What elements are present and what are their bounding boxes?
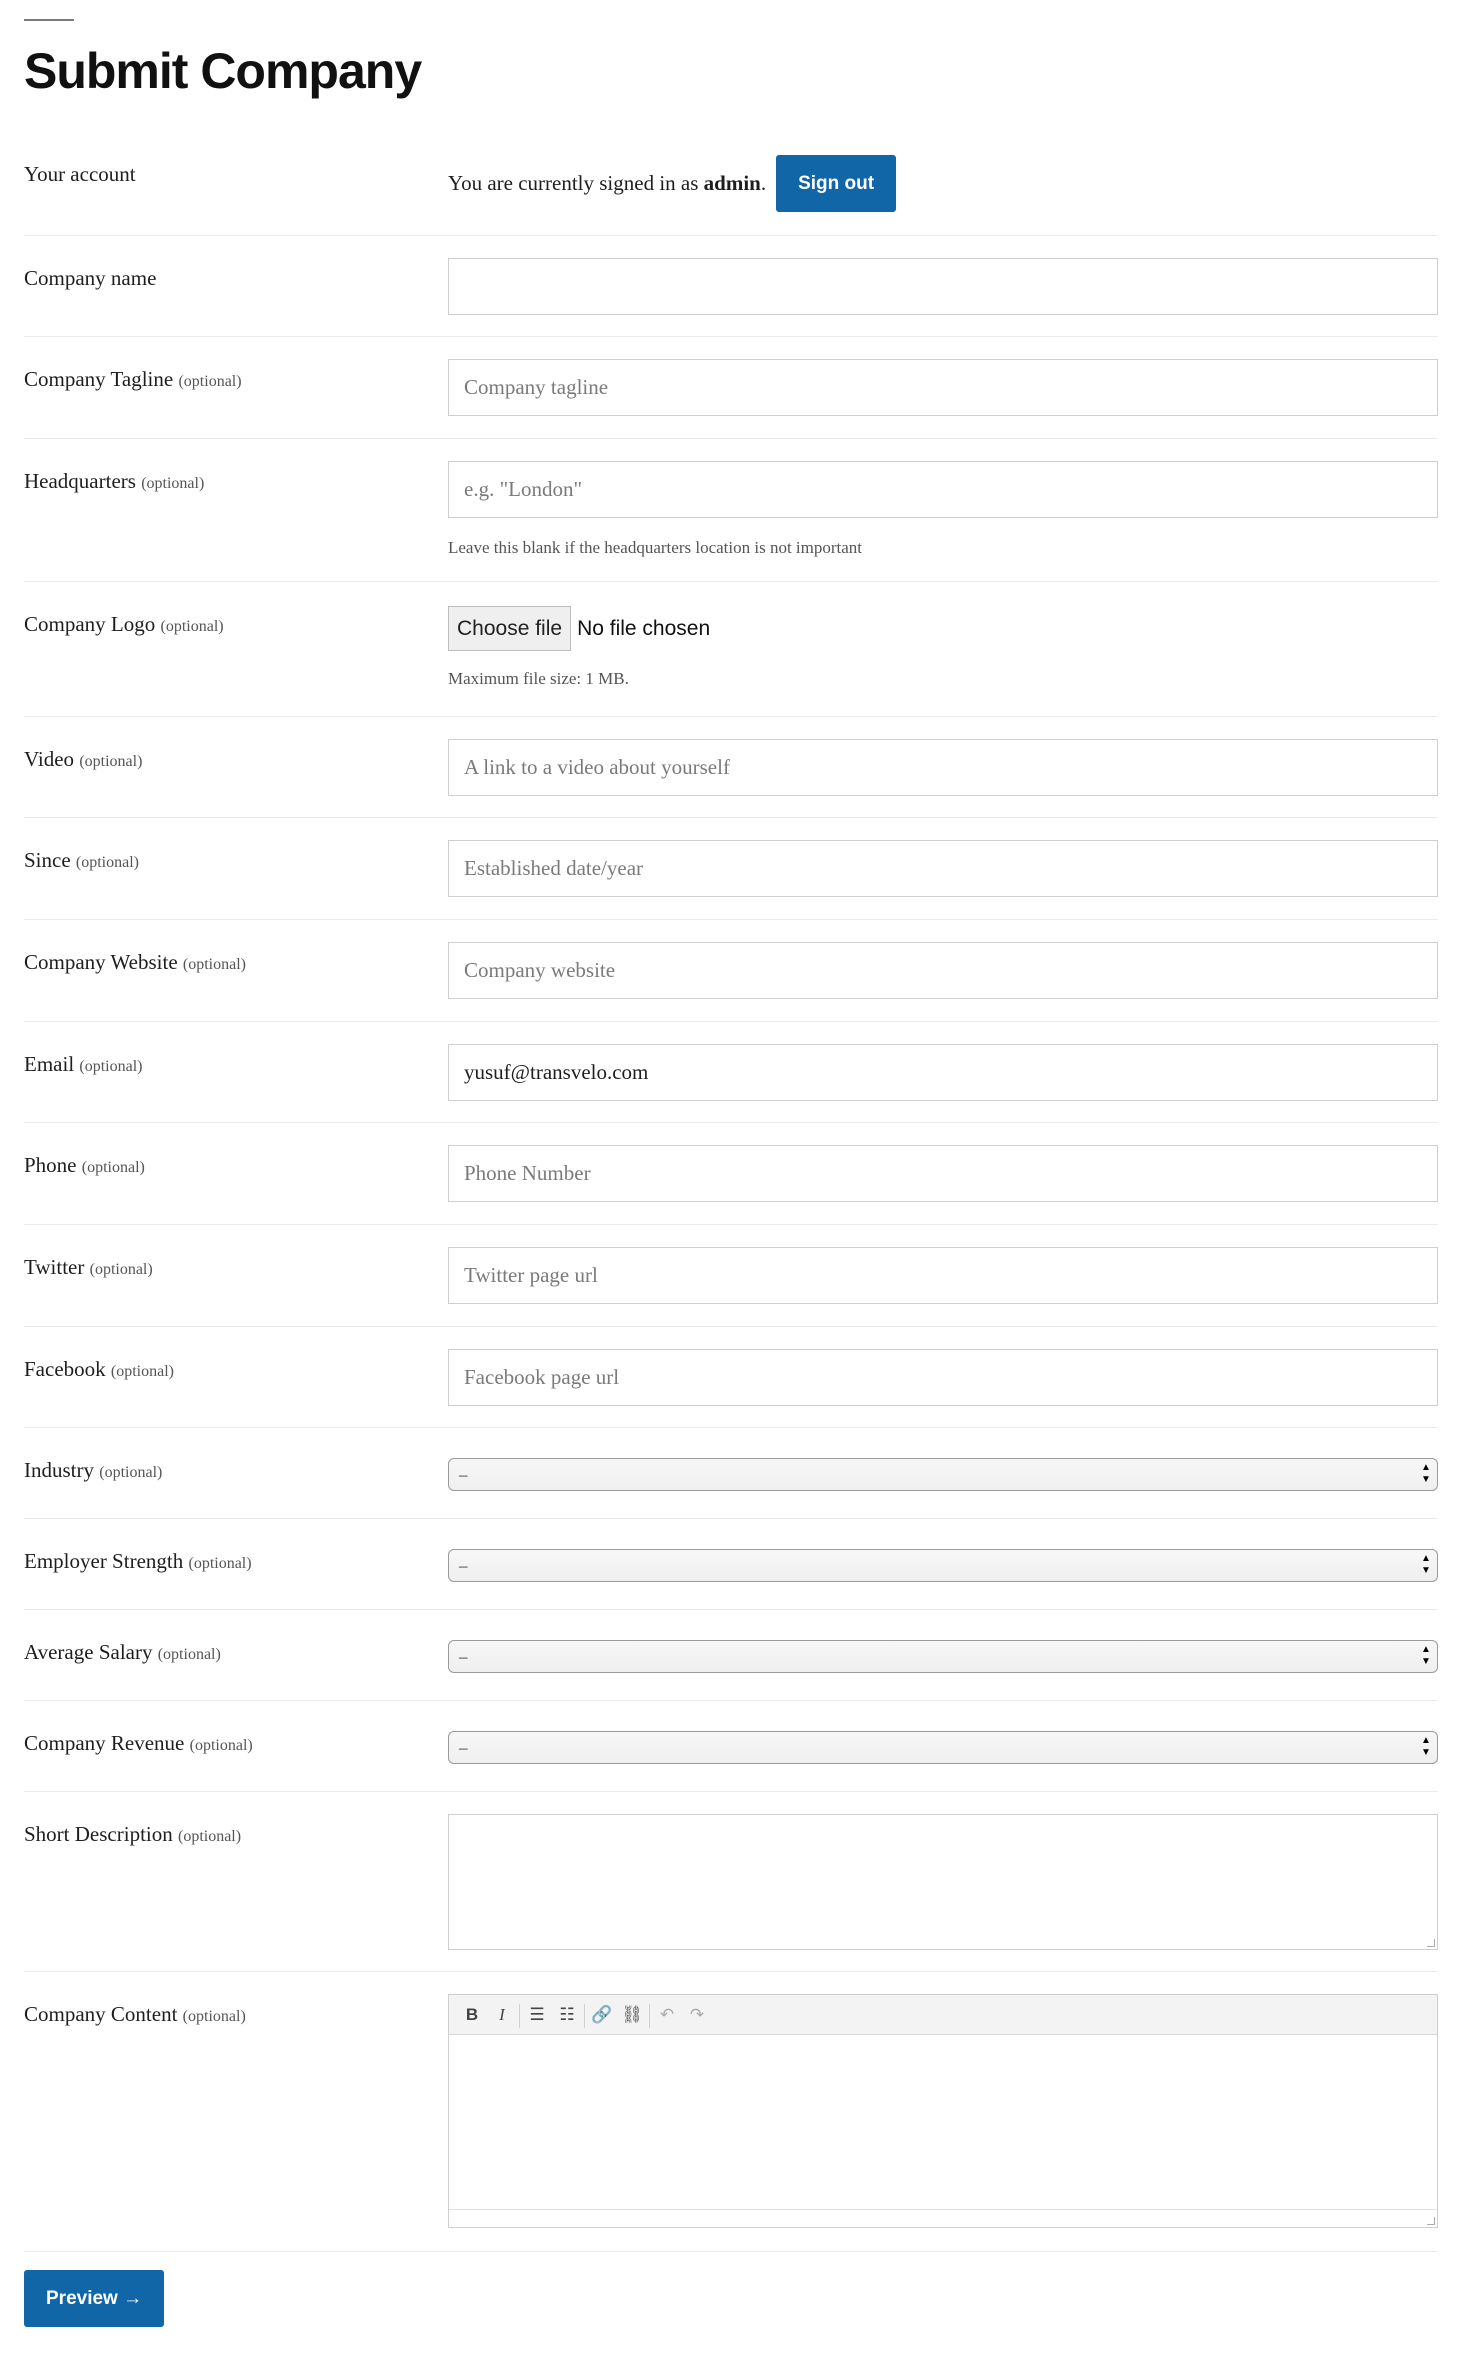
employer-strength-select[interactable]: – ▲ ▼ xyxy=(448,1549,1438,1582)
facebook-input[interactable]: Facebook page url xyxy=(448,1349,1438,1406)
file-status: No file chosen xyxy=(577,616,711,640)
company-tagline-input[interactable]: Company tagline xyxy=(448,359,1438,416)
unlink-icon[interactable]: ⛓ xyxy=(621,2005,643,2024)
headquarters-hint: Leave this blank if the headquarters location is not important xyxy=(448,538,863,557)
phone-label: Phone (optional) xyxy=(24,1153,145,1177)
company-revenue-label: Company Revenue (optional) xyxy=(24,1731,253,1755)
account-info xyxy=(448,155,1438,212)
numbered-list-icon[interactable]: ☷ xyxy=(559,2005,575,2024)
company-logo-row xyxy=(24,582,1438,717)
short-description-textarea[interactable] xyxy=(448,1814,1438,1950)
redo-icon[interactable]: ↷ xyxy=(689,2005,705,2024)
company-name-label: Company name xyxy=(24,266,157,290)
signed-in-text: You are currently signed in as admin. xyxy=(448,171,767,195)
toolbar-divider xyxy=(649,2004,650,2028)
company-website-label: Company Website (optional) xyxy=(24,950,246,974)
page-title: Submit Company xyxy=(24,43,422,99)
industry-label: Industry (optional) xyxy=(24,1458,163,1482)
username: admin xyxy=(703,171,761,195)
employer-strength-row xyxy=(24,1519,1438,1610)
since-label: Since (optional) xyxy=(24,848,139,872)
company-content-row xyxy=(24,1972,1438,2252)
phone-input[interactable]: Phone Number xyxy=(448,1145,1438,1202)
company-logo-label: Company Logo (optional) xyxy=(24,612,224,636)
company-content-editor[interactable] xyxy=(448,1994,1438,2228)
select-arrows-icon: ▲ ▼ xyxy=(1421,1644,1431,1667)
title-divider xyxy=(24,19,74,21)
employer-strength-label: Employer Strength (optional) xyxy=(24,1549,252,1573)
twitter-input[interactable]: Twitter page url xyxy=(448,1247,1438,1304)
editor-toolbar xyxy=(449,1995,1437,2035)
company-website-input[interactable]: Company website xyxy=(448,942,1438,999)
select-arrows-icon: ▲ ▼ xyxy=(1421,1735,1431,1758)
phone-row xyxy=(24,1123,1438,1225)
email-input[interactable]: yusuf@transvelo.com xyxy=(448,1044,1438,1101)
headquarters-row xyxy=(24,439,1438,582)
since-input[interactable]: Established date/year xyxy=(448,840,1438,897)
editor-body[interactable] xyxy=(449,2035,1437,2209)
editor-statusbar xyxy=(449,2209,1437,2227)
choose-file-button[interactable]: Choose file xyxy=(448,606,571,651)
headquarters-label: Headquarters (optional) xyxy=(24,469,205,493)
company-revenue-select[interactable]: – ▲ ▼ xyxy=(448,1731,1438,1764)
submit-company-form xyxy=(24,145,1438,2252)
resize-grip-icon[interactable] xyxy=(1427,1939,1435,1947)
bold-icon[interactable]: B xyxy=(465,2005,479,2024)
video-row xyxy=(24,717,1438,818)
twitter-row xyxy=(24,1225,1438,1327)
sign-out-button[interactable]: Sign out xyxy=(776,155,896,212)
company-tagline-row xyxy=(24,337,1438,439)
preview-button[interactable]: Preview → xyxy=(24,2270,164,2327)
company-name-row xyxy=(24,236,1438,337)
facebook-label: Facebook (optional) xyxy=(24,1357,174,1381)
bullet-list-icon[interactable]: ☰ xyxy=(529,2005,545,2024)
headquarters-input[interactable]: e.g. "London" xyxy=(448,461,1438,518)
toolbar-divider xyxy=(584,2004,585,2028)
industry-row xyxy=(24,1428,1438,1519)
industry-select[interactable]: – ▲ ▼ xyxy=(448,1458,1438,1491)
toolbar-divider xyxy=(519,2004,520,2028)
video-label: Video (optional) xyxy=(24,747,143,771)
company-website-row xyxy=(24,920,1438,1022)
average-salary-select[interactable]: – ▲ ▼ xyxy=(448,1640,1438,1673)
short-description-row xyxy=(24,1792,1438,1972)
company-revenue-row xyxy=(24,1701,1438,1792)
short-description-label: Short Description (optional) xyxy=(24,1822,242,1846)
account-row xyxy=(24,145,1438,236)
account-label: Your account xyxy=(24,162,136,186)
facebook-row xyxy=(24,1327,1438,1428)
email-row xyxy=(24,1022,1438,1123)
italic-icon[interactable]: I xyxy=(499,2005,505,2024)
average-salary-row xyxy=(24,1610,1438,1701)
company-content-label: Company Content (optional) xyxy=(24,2002,246,2026)
video-input[interactable]: A link to a video about yourself xyxy=(448,739,1438,796)
link-icon[interactable]: 🔗 xyxy=(591,2005,613,2024)
email-label: Email (optional) xyxy=(24,1052,143,1076)
company-tagline-label: Company Tagline (optional) xyxy=(24,367,242,391)
twitter-label: Twitter (optional) xyxy=(24,1255,153,1279)
since-row xyxy=(24,818,1438,920)
resize-grip-icon[interactable] xyxy=(1427,2217,1435,2225)
logo-hint: Maximum file size: 1 MB. xyxy=(448,669,629,688)
select-arrows-icon: ▲ ▼ xyxy=(1421,1462,1431,1485)
average-salary-label: Average Salary (optional) xyxy=(24,1640,221,1664)
undo-icon[interactable]: ↶ xyxy=(659,2005,675,2024)
select-arrows-icon: ▲ ▼ xyxy=(1421,1553,1431,1576)
company-name-input[interactable] xyxy=(448,258,1438,315)
